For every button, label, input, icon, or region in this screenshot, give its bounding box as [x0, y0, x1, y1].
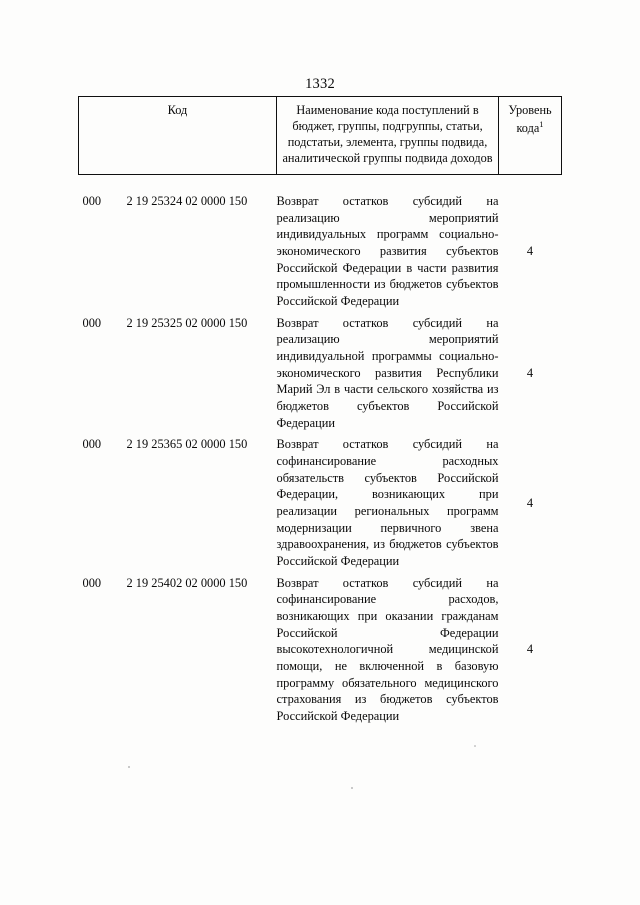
- cell-code: [79, 575, 277, 725]
- cell-level: 4: [526, 365, 534, 380]
- code-prefix: 000: [82, 437, 102, 452]
- table-body-spacer: [79, 174, 562, 193]
- table-row: [79, 315, 562, 432]
- code-value: 2 19 25402 02 0000 150: [126, 575, 248, 590]
- budget-code-table: [78, 96, 562, 725]
- table-row: [79, 436, 562, 569]
- column-header-name: Наименование кода поступлений в бюджет, группы, подгруппы, статьи, подстатьи, элемента, группы подвида, аналитической группы подвида доходов: [277, 97, 499, 175]
- cell-name: Возврат остатков субсидий на софинансирование расходных обязательств субъектов Российской Федерации, возникающих при реализации региональных программ модернизации первичного звена здравоохранения, из бюджетов субъектов Российской Федерации: [276, 437, 499, 569]
- column-header-code: Код: [79, 97, 277, 175]
- spacer-cell-3: [499, 174, 562, 193]
- column-header-level-text: Уровень кода: [508, 103, 552, 136]
- code-prefix: 000: [82, 315, 102, 330]
- cell-level: 4: [526, 495, 534, 510]
- spacer-cell-1: [79, 174, 277, 193]
- scan-speck: [474, 745, 476, 747]
- scan-speck: [128, 766, 130, 768]
- cell-code: [79, 193, 277, 310]
- code-prefix: 000: [82, 575, 102, 590]
- column-header-level: [499, 97, 562, 175]
- code-value: 2 19 25365 02 0000 150: [126, 437, 248, 452]
- footnote-marker: 1: [539, 118, 544, 129]
- code-value: 2 19 25325 02 0000 150: [126, 315, 248, 330]
- cell-name: Возврат остатков субсидий на реализацию мероприятий индивидуальных программ социально-экономического развития субъектов Российской Федерации в части развития промышленности из бюджетов субъектов Российской Федерации: [276, 193, 499, 308]
- table-header: [79, 97, 562, 175]
- cell-level: 4: [526, 642, 534, 657]
- code-prefix: 000: [82, 193, 102, 208]
- table-row: [79, 575, 562, 725]
- scan-speck: [351, 787, 353, 789]
- cell-level: 4: [526, 243, 534, 258]
- cell-name: Возврат остатков субсидий на реализацию мероприятий индивидуальной программы социально-экономического развития Республики Марий Эл в части сельского хозяйства из бюджетов субъектов Российской Федерации: [276, 315, 499, 430]
- table-body: [79, 174, 562, 724]
- code-value: 2 19 25324 02 0000 150: [126, 193, 248, 208]
- cell-name: Возврат остатков субсидий на софинансирование расходов, возникающих при оказании гражданам Российской Федерации высокотехнологичной медицинской помощи, не включенной в базовую программу обязательного медицинского страхования из бюджетов субъектов Российской Федерации: [276, 575, 499, 724]
- table-row: [79, 193, 562, 310]
- page-number: 1332: [305, 76, 335, 92]
- cell-code: [79, 436, 277, 569]
- table-header-row: [79, 97, 562, 175]
- cell-code: [79, 315, 277, 432]
- spacer-cell-2: [277, 174, 499, 193]
